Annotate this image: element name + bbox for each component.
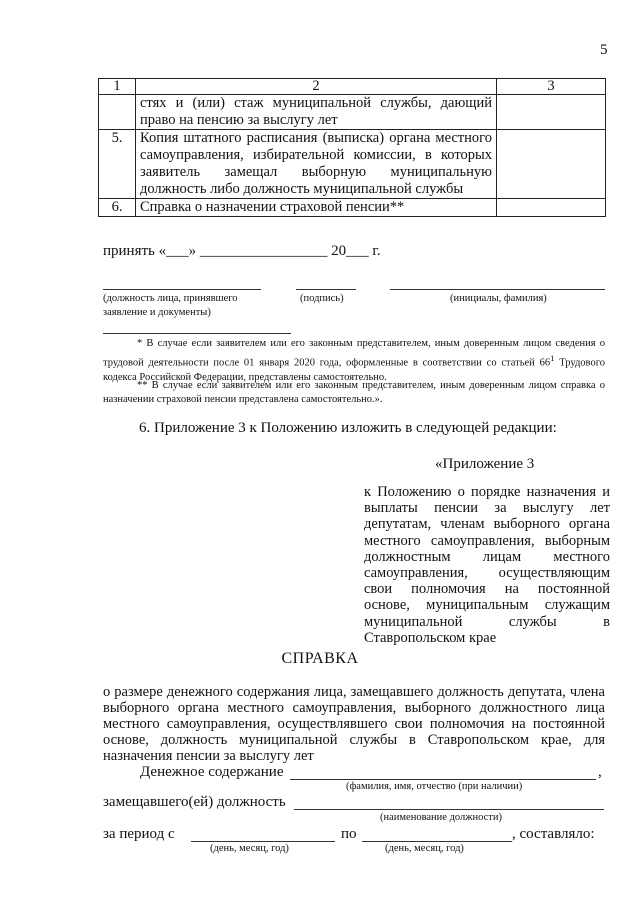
period-to-label: по [341, 826, 357, 842]
reference-description: о размере денежного содержания лица, замещавшего должность депутата, члена выборного органа местного самоуправления, выборного должностного лица местного самоуправления, осуществлявшего свои полномочия на постоянной основе, должность муниципальной службы в Ставропольском крае, для назначения пенсии за выслугу лет [103, 684, 605, 764]
paragraph-6: 6. Приложение 3 к Положению изложить в следующей редакции: [139, 420, 557, 436]
salary-comma: , [598, 764, 602, 780]
footnote-1: * В случае если заявителем или его законным представителем, иным доверенным лицом сведения о трудовой деятельности после 01 января 2020 года, оформленные в соответствии со статьей $66^1$ Трудового кодекса Российской Федерации, представлены самостоятельно. [103, 338, 605, 383]
date-to-caption: (день, месяц, год) [385, 843, 464, 854]
document-heading: СПРАВКА [281, 650, 359, 667]
table-row-number [99, 95, 136, 130]
table-row [99, 130, 606, 199]
page-number: 5 [600, 42, 608, 58]
table-row-text: Копия штатного расписания (выписка) органа местного самоуправления, избирательной комиссии, в которых заявитель замещал выборную муниципальную должность либо должность муниципальной службы [136, 130, 497, 199]
initials-signature-line [390, 289, 605, 290]
table-row [99, 199, 606, 217]
signature-line [296, 289, 356, 290]
salary-label: Денежное содержание [140, 764, 284, 780]
accepted-line: принять «___» _________________ 20___ г. [103, 243, 381, 259]
table-row-number: 6. [99, 199, 136, 217]
appendix-body: к Положению о порядке назначения и выплаты пенсии за выслугу лет депутатам, членам выборного органа местного самоуправления, выборным должностным лицам местного самоуправления, осуществляющим свои полномочия на постоянной основе, муниципальным служащим муниципальной службы в Ставропольском крае [364, 484, 610, 646]
documents-table [98, 78, 606, 217]
footnote-2: ** В случае если заявителем или его законным представителем, иным доверенным лицом справка о назначении страховой пенсии представлена самостоятельно.». [103, 380, 605, 405]
position-signature-line [103, 289, 261, 290]
table-row [99, 95, 606, 130]
table-row-empty-cell [497, 199, 606, 217]
period-to-field-line[interactable] [362, 841, 512, 842]
table-header-row [99, 79, 606, 95]
table-row-empty-cell [497, 130, 606, 199]
table-row-text: Справка о назначении страховой пенсии** [136, 199, 497, 217]
table-row-empty-cell [497, 95, 606, 130]
fio-caption: (фамилия, имя, отчество (при наличии) [346, 781, 523, 792]
table-row-number: 5. [99, 130, 136, 199]
position-label: замещавшего(ей) должность [103, 794, 286, 810]
date-from-caption: (день, месяц, год) [210, 843, 289, 854]
position-field-line[interactable] [294, 809, 604, 810]
period-from-label: за период с [103, 826, 175, 842]
table-header-cell: 1 [99, 79, 136, 95]
initials-caption: (инициалы, фамилия) [450, 293, 547, 304]
appendix-title: «Приложение 3 [435, 456, 535, 472]
period-end-label: , составляло: [512, 826, 595, 842]
footnote-separator [103, 333, 291, 334]
table-header-cell: 3 [497, 79, 606, 95]
table-row-text: стях и (или) стаж муниципальной службы, дающий право на пенсию за выслугу лет [136, 95, 497, 130]
signature-caption: (подпись) [300, 293, 344, 304]
fio-field-line[interactable] [290, 779, 596, 780]
table-header-cell: 2 [136, 79, 497, 95]
period-from-field-line[interactable] [191, 841, 335, 842]
position-caption: (должность лица, принявшего заявление и документы) [103, 293, 238, 318]
position-name-caption: (наименование должности) [380, 812, 503, 823]
